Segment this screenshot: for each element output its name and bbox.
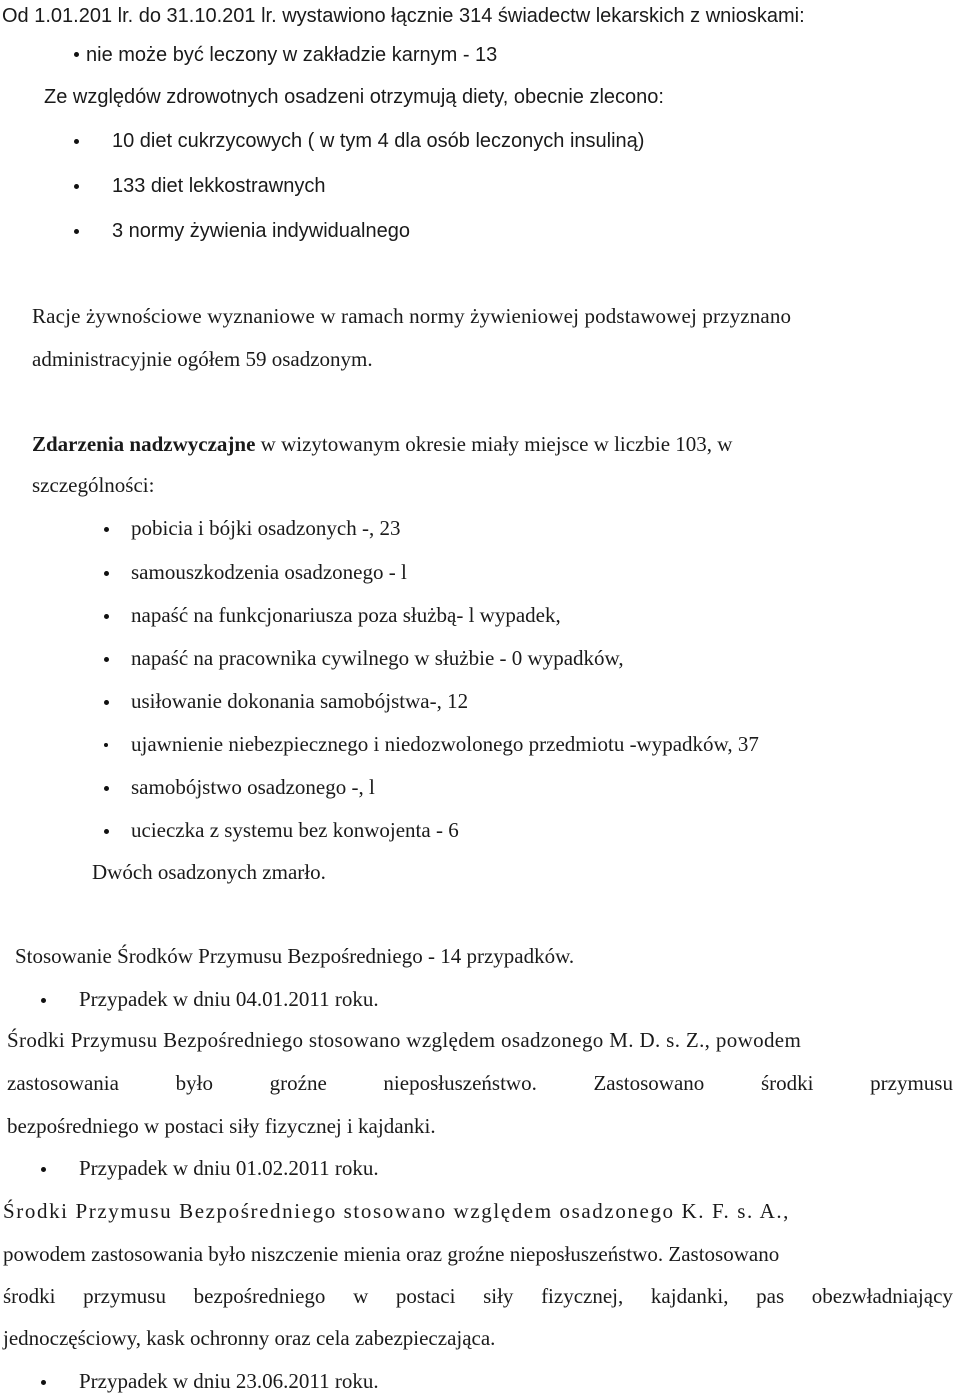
case-text-line: jednoczęściowy, kask ochronny oraz cela zabezpieczająca. (3, 1326, 496, 1350)
word: siły (483, 1284, 514, 1308)
word: postaci (395, 1284, 456, 1308)
case-text-line-justified (7, 1073, 953, 1094)
word: środki (3, 1284, 56, 1308)
word: w (353, 1284, 369, 1308)
bullet-icon (104, 700, 109, 705)
rations-line: administracyjnie ogółem 59 osadzonym. (32, 347, 373, 371)
word: środki (760, 1071, 814, 1095)
bullet-icon (104, 743, 108, 747)
case-title: Przypadek w dniu 23.06.2011 roku. (79, 1369, 379, 1393)
case-title: Przypadek w dniu 01.02.2011 roku. (79, 1156, 379, 1180)
word: Zastosowano (593, 1071, 705, 1095)
diet-item: 10 diet cukrzycowych ( w tym 4 dla osób leczonych insuliną) (112, 130, 645, 152)
case-text-line-justified (3, 1286, 953, 1307)
diet-item: 3 normy żywienia indywidualnego (112, 220, 410, 242)
bullet-icon (74, 184, 79, 189)
word: bezpośredniego (193, 1284, 326, 1308)
case-text-line: bezpośredniego w postaci siły fizycznej i kajdanki. (7, 1114, 436, 1138)
case-text-line: Środki Przymusu Bezpośredniego stosowano względem osadzonego K. F. s. A., (3, 1199, 791, 1223)
case-text-line: powodem zastosowania było niszczenie mienia oraz groźne nieposłuszeństwo. Zastosowano (3, 1242, 780, 1266)
incident-item: ujawnienie niebezpiecznego i niedozwolonego przedmiotu -wypadków, 37 (131, 732, 759, 756)
incident-item: napaść na pracownika cywilnego w służbie - 0 wypadków, (131, 646, 624, 670)
bullet-icon (41, 1167, 46, 1172)
incidents-lead-cont: szczególności: (32, 473, 155, 497)
incidents-lead-rest: w wizytowanym okresie miały miejsce w liczbie 103, w (255, 432, 733, 456)
intro-line: Od 1.01.201 lr. do 31.10.201 lr. wystawiono łącznie 314 świadectw lekarskich z wnioskami: (2, 5, 805, 27)
diet-item: 133 diet lekkostrawnych (112, 175, 326, 197)
bullet-icon (104, 614, 109, 619)
incidents-lead (32, 434, 732, 455)
word: przymusu (83, 1284, 166, 1308)
bullet-icon (74, 229, 79, 234)
intro-bullet-item: nie może być leczony w zakładzie karnym - 13 (86, 44, 498, 66)
incidents-bold-lead: Zdarzenia nadzwyczajne (32, 432, 256, 456)
word: kajdanki, (650, 1284, 729, 1308)
word: obezwładniający (811, 1284, 953, 1308)
word: nieposłuszeństwo. (383, 1071, 537, 1095)
deaths-note: Dwóch osadzonych zmarło. (92, 860, 326, 884)
rations-line: Racje żywnościowe wyznaniowe w ramach normy żywieniowej podstawowej przyznano (32, 304, 792, 328)
incident-item: napaść na funkcjonariusza poza służbą- l wypadek, (131, 603, 561, 627)
bullet-icon (104, 527, 109, 532)
diets-heading: Ze względów zdrowotnych osadzeni otrzymują diety, obecnie zlecono: (44, 86, 664, 108)
word: przymusu (870, 1071, 953, 1095)
bullet-icon (104, 657, 109, 662)
bullet-icon (41, 998, 46, 1003)
word: groźne (269, 1071, 327, 1095)
coercion-heading: Stosowanie Środków Przymusu Bezpośredniego - 14 przypadków. (15, 944, 575, 968)
word: pas (756, 1284, 785, 1308)
incident-item: ucieczka z systemu bez konwojenta - 6 (131, 818, 459, 842)
bullet-icon (74, 52, 79, 57)
bullet-icon (104, 571, 109, 576)
bullet-icon (104, 786, 109, 791)
bullet-icon (104, 829, 109, 834)
case-text-line: Środki Przymusu Bezpośredniego stosowano względem osadzonego M. D. s. Z., powodem (7, 1028, 802, 1052)
case-title: Przypadek w dniu 04.01.2011 roku. (79, 987, 379, 1011)
bullet-icon (74, 139, 79, 144)
word: zastosowania (7, 1071, 119, 1095)
bullet-icon (41, 1380, 46, 1385)
incident-item: usiłowanie dokonania samobójstwa-, 12 (131, 689, 469, 713)
word: było (175, 1071, 213, 1095)
incident-item: samobójstwo osadzonego -, l (131, 775, 375, 799)
word: fizycznej, (541, 1284, 624, 1308)
incident-item: samouszkodzenia osadzonego - l (131, 560, 407, 584)
incident-item: pobicia i bójki osadzonych -, 23 (131, 516, 401, 540)
